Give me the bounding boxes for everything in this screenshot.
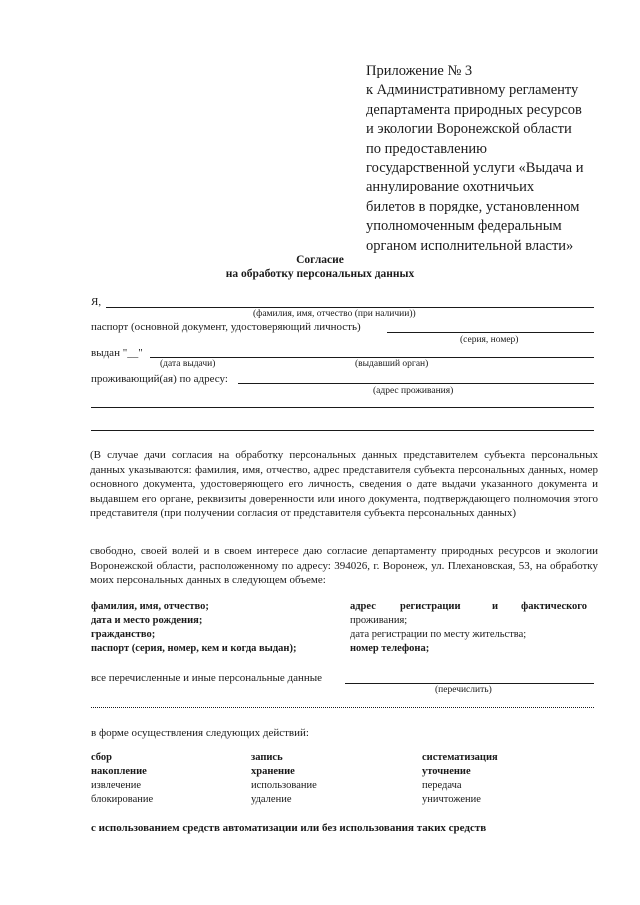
data-item: регистрации [400, 601, 461, 612]
data-item: гражданство; [91, 629, 156, 640]
data-item: проживания; [350, 615, 408, 626]
data-item: номер телефона; [350, 643, 430, 654]
action-item: накопление [91, 766, 147, 777]
address-field-extra[interactable] [91, 407, 594, 408]
passport-field[interactable] [387, 332, 594, 333]
header-line: по предоставлению [366, 140, 487, 157]
header-line: департамента природных ресурсов [366, 101, 582, 118]
organ-hint: (выдавший орган) [355, 359, 429, 369]
action-item: уничтожение [422, 794, 481, 805]
blank-line[interactable] [91, 430, 594, 431]
address-field[interactable] [238, 383, 594, 384]
document-title: Согласие [296, 254, 344, 266]
header-line: билетов в порядке, установленном [366, 198, 580, 215]
action-item: блокирование [91, 794, 154, 805]
issued-label: выдан "__" [91, 347, 143, 359]
action-item: использование [251, 780, 317, 791]
header-line: государственной услуги «Выдача и [366, 160, 584, 177]
data-item: дата и место рождения; [91, 615, 203, 626]
data-item: фамилия, имя, отчество; [91, 601, 209, 612]
action-item: сбор [91, 752, 112, 763]
fio-field[interactable] [106, 307, 594, 308]
data-item: фактического [521, 601, 588, 612]
other-data-label: все перечисленные и иные персональные данные [91, 672, 323, 684]
automation-text: с использованием средств автоматизации или без использования таких средств [91, 822, 487, 834]
series-hint: (серия, номер) [460, 335, 519, 345]
header-line: аннулирование охотничьих [366, 179, 535, 196]
action-item: извлечение [91, 780, 142, 791]
header-line: уполномоченным федеральным [366, 218, 562, 235]
other-data-field-extra[interactable] [91, 707, 594, 708]
appendix-header [366, 62, 616, 256]
fio-hint: (фамилия, имя, отчество (при наличии)) [253, 309, 416, 319]
action-item: систематизация [422, 752, 498, 763]
header-line: органом исполнительной власти» [366, 237, 574, 254]
address-hint: (адрес проживания) [373, 386, 454, 396]
document-subtitle: на обработку персональных данных [225, 268, 415, 280]
issued-field[interactable] [150, 357, 594, 358]
actions-intro: в форме осуществления следующих действий: [91, 727, 309, 739]
data-item: дата регистрации по месту жительства; [350, 629, 527, 640]
representative-note: (В случае дачи согласия на обработку персональных данных представителем субъекта персональных данных указываются: фамилия, имя, отчество, адрес представителя субъекта персональных данных, номер основного документа, удостоверяющего его личность, сведения о дате выдачи указанного документа и выдавшем его органе, реквизиты доверенности или иного документа, подтверждающего полномочия этого представителя (при получении согласия от представителя субъекта персональных данных) [90, 449, 598, 520]
action-item: передача [422, 780, 462, 791]
other-data-hint: (перечислить) [435, 685, 492, 695]
data-item: и [492, 601, 499, 612]
action-item: удаление [251, 794, 292, 805]
ya-label: Я, [91, 296, 102, 308]
residing-label: проживающий(ая) по адресу: [91, 373, 228, 385]
action-item: хранение [251, 766, 295, 777]
passport-label: паспорт (основной документ, удостоверяющий личность) [91, 321, 361, 333]
consent-text: свободно, своей волей и в своем интересе даю согласие департаменту природных ресурсов и экологии Воронежской области, расположенному по адресу: 394026, г. Воронеж, ул. Плехановская, 53, на обработку моих персональных данных в следующем объеме: [90, 545, 598, 587]
data-item: адрес [350, 601, 376, 612]
header-line: к Административному регламенту [366, 82, 579, 99]
data-item: паспорт (серия, номер, кем и когда выдан); [91, 643, 297, 654]
header-line: Приложение № 3 [366, 63, 473, 79]
date-hint: (дата выдачи) [160, 359, 216, 369]
action-item: запись [251, 752, 283, 763]
other-data-field[interactable] [345, 683, 594, 684]
action-item: уточнение [422, 766, 471, 777]
header-line: и экологии Воронежской области [366, 121, 572, 138]
